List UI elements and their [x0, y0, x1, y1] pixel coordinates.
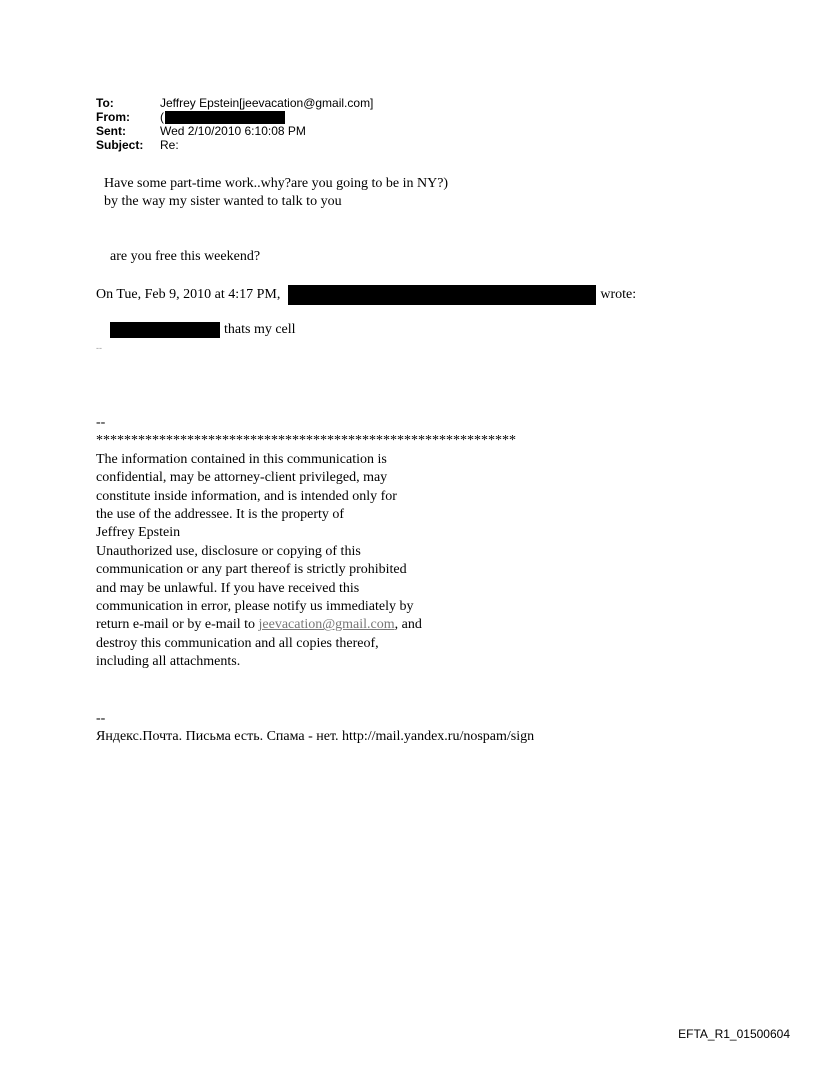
- from-row: [96, 110, 373, 124]
- disclaimer-line: Jeffrey Epstein: [96, 525, 181, 541]
- yandex-footer: [96, 710, 534, 747]
- phone-redaction: [110, 322, 220, 338]
- quote-wrote: wrote:: [600, 287, 637, 302]
- disclaimer-line: communication or any part thereof is strictly prohibited: [96, 562, 407, 578]
- subject-label: Subject:: [96, 138, 144, 152]
- quote-separator: --: [96, 343, 102, 353]
- disclaimer-line: Unauthorized use, disclosure or copying of this: [96, 543, 361, 559]
- subject-row: [96, 138, 373, 152]
- disclaimer-line: communication in error, please notify us immediately by: [96, 599, 414, 615]
- sender-redaction: [288, 285, 596, 305]
- subject-value: Re:: [160, 138, 179, 152]
- message-question: are you free this weekend?: [110, 249, 261, 264]
- disclaimer-line: The information contained in this communication is: [96, 451, 387, 467]
- to-value: Jeffrey Epstein[jeevacation@gmail.com]: [160, 96, 374, 110]
- sent-value: Wed 2/10/2010 6:10:08 PM: [160, 124, 306, 138]
- disclaimer-line: confidential, may be attorney-client privileged, may: [96, 470, 388, 486]
- disclaimer-line: including all attachments.: [96, 654, 241, 670]
- signature-block: [96, 414, 516, 672]
- cell-text: thats my cell: [224, 322, 296, 337]
- from-label: From:: [96, 110, 130, 124]
- message-line: Have some part-time work..why?are you going to be in NY?): [104, 176, 449, 191]
- from-prefix: (: [160, 110, 164, 124]
- email-header: [96, 96, 373, 152]
- sig-stars: ************************************************************: [96, 433, 516, 449]
- message-body: [104, 175, 448, 211]
- disclaimer-line: destroy this communication and all copies thereof,: [96, 635, 379, 651]
- to-row: [96, 96, 373, 110]
- quote-header: [96, 285, 636, 305]
- email-link[interactable]: jeevacation@gmail.com: [258, 617, 395, 633]
- document-id: EFTA_R1_01500604: [678, 1027, 790, 1041]
- sent-row: [96, 124, 373, 138]
- disclaimer-line: constitute inside information, and is intended only for: [96, 488, 397, 504]
- message-line: by the way my sister wanted to talk to you: [104, 194, 342, 209]
- disclaimer-prefix: return e-mail or by e-mail to: [96, 617, 259, 633]
- from-redaction: [165, 111, 285, 124]
- sig-dashes: --: [96, 415, 106, 430]
- disclaimer-line: [96, 616, 516, 634]
- sent-label: Sent:: [96, 124, 126, 138]
- quoted-message: [110, 321, 296, 339]
- yandex-line: Яндекс.Почта. Письма есть. Спама - нет. http://mail.yandex.ru/nospam/sign: [96, 729, 535, 745]
- disclaimer-line: and may be unlawful. If you have received this: [96, 580, 360, 596]
- disclaimer-line: the use of the addressee. It is the property of: [96, 507, 345, 523]
- disclaimer-suffix: , and: [394, 617, 422, 633]
- quote-date: On Tue, Feb 9, 2010 at 4:17 PM,: [96, 287, 281, 302]
- to-label: To:: [96, 96, 114, 110]
- yandex-dashes: --: [96, 711, 106, 726]
